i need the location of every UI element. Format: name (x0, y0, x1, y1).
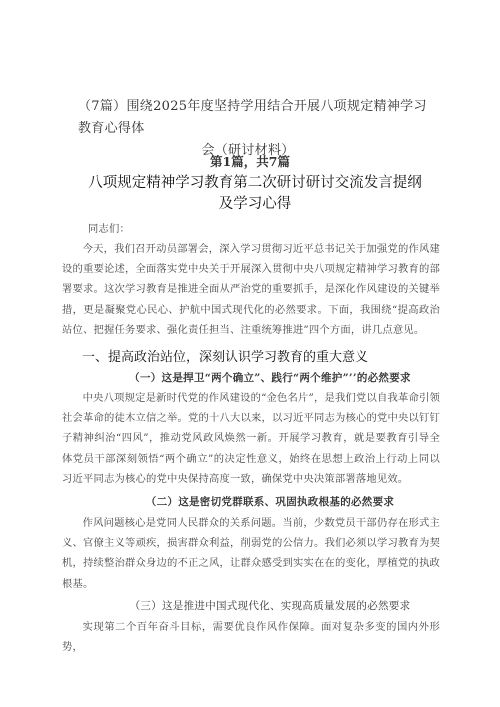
document-title-line2: 会（研讨材料） (201, 143, 295, 158)
subheading-2: （二）这是密切党群联系、巩固执政根基的必然要求 (145, 496, 395, 508)
paragraph-3: 实现第二个百年奋斗目标，需要优良作风作保障。面对复杂多变的国内外形势， (62, 621, 440, 654)
heading-1: 一、提高政治站位，深刻认识学习教育的重大意义 (82, 350, 369, 365)
speech-title-line1: 八项规定精神学习教育第二次研讨研讨交流发言提纲 (88, 175, 422, 191)
document-title-line1: （7篇）围绕2025年度坚持学用结合开展八项规定精神学习教育心得体 (78, 99, 427, 136)
section-counter: 第1篇，共7篇 (210, 154, 290, 169)
speech-title-line2: 及学习心得 (218, 196, 292, 212)
subheading-1: （一）这是捍卫“两个确立”、践行“两个维护”’’的必然要求 (129, 372, 411, 384)
salutation: 同志们： (88, 223, 130, 235)
paragraph-2: 作风问题核心是党同人民群众的关系问题。当前，少数党员干部仍存在形式主义、官僚主义等顽疾，损害群众利益，削弱党的公信力。我们必须以学习教育为契机，持续整治群众身边的不正之风，让群众感受到实实在在的变化，厚植党的执政根基。 (62, 517, 440, 590)
paragraph-1: 中央八项规定是新时代党的作风建设的“金色名片”，是我们党以自我革命引领社会革命的徒木立信之举。党的十八大以来，以习近平同志为核心的党中央以钉钉子精神纠治“四风”，推动党风政风焕然一新。开展学习教育，就是要教育引导全体党员干部深刻领悟“两个确立”的决定性意义，始终在思想上政治上行动上同以习近平同志为核心的党中央保持高度一致，确保党中央决策部署落地见效。 (62, 392, 440, 485)
subheading-3: （三）这是推进中国式现代化、实现高质量发展的必然要求 (129, 600, 411, 612)
intro-paragraph: 今天，我们召开动员部署会，深入学习贯彻习近平总书记关于加强党的作风建设的重要论述，全面落实党中央关于开展深入贯彻中央八项规定精神学习教育的部署要求。这次学习教育是推进全面从严治党的重要抓手，是深化作风建设的关键举措，更是凝聚党心民心、护航中国式现代化的必然要求。下面，我围绕“提高政治站位、把握任务要求、强化责任担当、注重统筹推进”四个方面，讲几点意见。 (62, 243, 440, 336)
speech-title (60, 173, 450, 215)
